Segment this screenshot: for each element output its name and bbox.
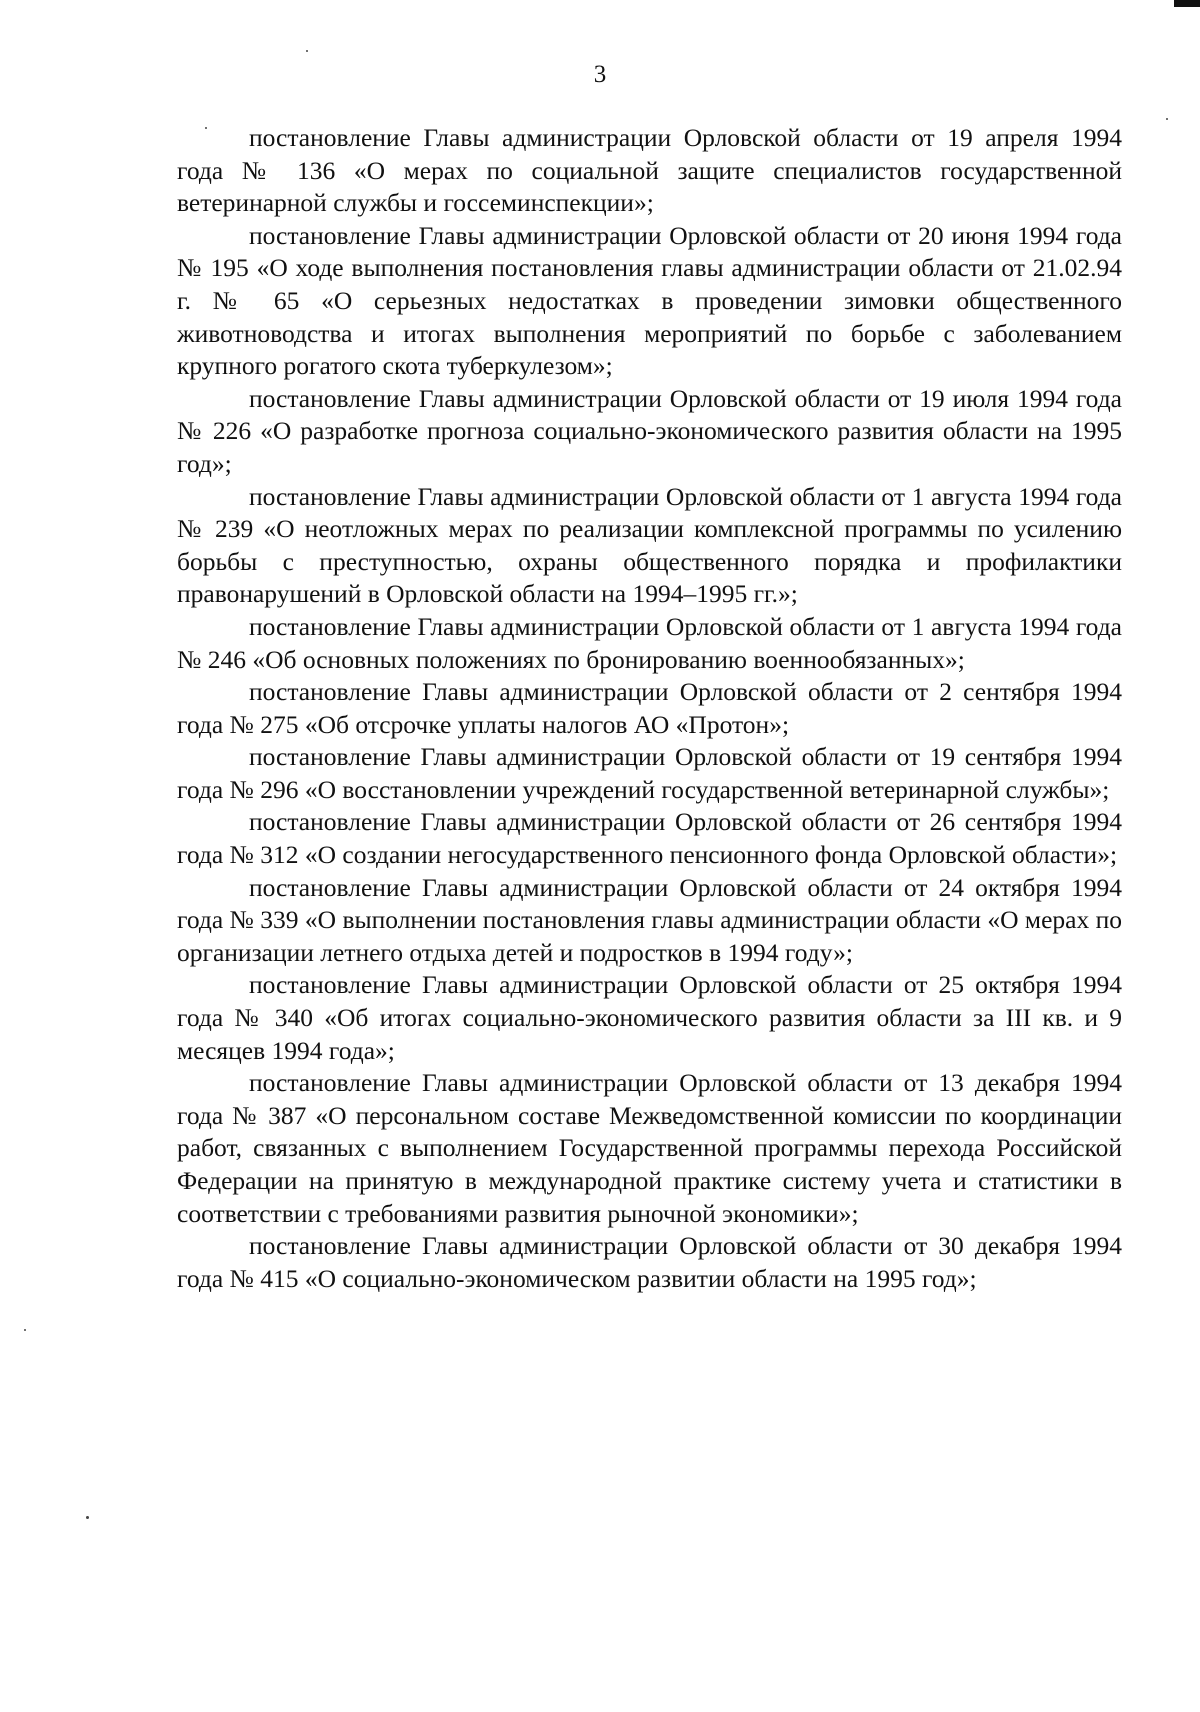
- list-item-resolution-195: постановление Главы администрации Орловской области от 20 июня 1994 года № 195 «О ходе выполнения постановления главы администрации области от 21.02.94 г. № 65 «О серьезных недостатках в проведении зимовки общественного животноводства и итогах выполнения мероприятий по борьбе с заболеванием крупного рогатого скота туберкулезом»;: [177, 220, 1122, 381]
- list-item-resolution-296: постановление Главы администрации Орловской области от 19 сентября 1994 года № 296 «О восстановлении учреждений государственной ветеринарной службы»;: [177, 742, 1122, 804]
- scan-speck: [86, 1516, 89, 1519]
- list-item-resolution-136: постановление Главы администрации Орловской области от 19 апреля 1994 года № 136 «О мерах по социальной защите специалистов государственной ветеринарной службы и госсеминспекции»;: [177, 123, 1122, 218]
- list-item-resolution-275: постановление Главы администрации Орловской области от 2 сентября 1994 года № 275 «Об отсрочке уплаты налогов АО «Протон»;: [177, 677, 1122, 739]
- document-body: [177, 122, 1122, 1295]
- scan-corner-mark: [1174, 0, 1200, 7]
- list-item-resolution-226: постановление Главы администрации Орловской области от 19 июля 1994 года № 226 «О разработке прогноза социально-экономического развития области на 1995 год»;: [177, 383, 1122, 478]
- list-item-resolution-239: постановление Главы администрации Орловской области от 1 августа 1994 года № 239 «О неотложных мерах по реализации комплексной программы по усилению борьбы с преступностью, охраны общественного порядка и профилактики правонарушений в Орловской области на 1994–1995 гг.»;: [177, 481, 1122, 609]
- list-item-resolution-415: постановление Главы администрации Орловской области от 30 декабря 1994 года № 415 «О социально-экономическом развитии области на 1995 год»;: [177, 1231, 1122, 1293]
- list-item-resolution-339: постановление Главы администрации Орловской области от 24 октября 1994 года № 339 «О выполнении постановления главы администрации области «О мерах по организации летнего отдыха детей и подростков в 1994 году»;: [177, 872, 1122, 967]
- scan-speck: [24, 1329, 26, 1331]
- list-item-resolution-340: постановление Главы администрации Орловской области от 25 октября 1994 года № 340 «Об итогах социально-экономического развития области за III кв. и 9 месяцев 1994 года»;: [177, 970, 1122, 1065]
- list-item-resolution-312: постановление Главы администрации Орловской области от 26 сентября 1994 года № 312 «О создании негосударственного пенсионного фонда Орловской области»;: [177, 807, 1122, 870]
- scan-speck: [1166, 118, 1168, 120]
- list-item-resolution-246: постановление Главы администрации Орловской области от 1 августа 1994 года № 246 «Об основных положениях по бронированию военнообязанных»;: [177, 611, 1122, 674]
- list-item-resolution-387: постановление Главы администрации Орловской области от 13 декабря 1994 года № 387 «О персональном составе Межведомственной комиссии по координации работ, связанных с выполнением Государственной программы перехода Российской Федерации на принятую в международной практике систему учета и статистики в соответствии с требованиями развития рыночной экономики»;: [177, 1068, 1122, 1228]
- page-number: 3: [593, 61, 607, 88]
- scan-speck: [306, 50, 308, 52]
